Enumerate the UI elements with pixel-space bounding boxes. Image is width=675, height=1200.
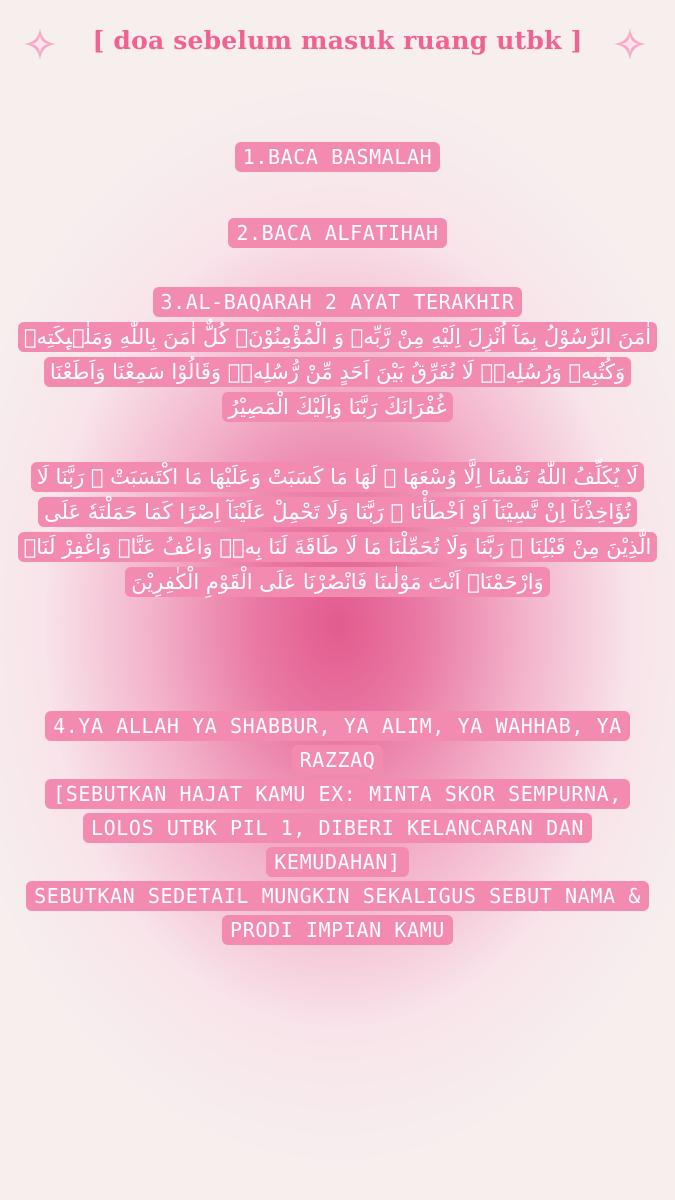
step-2-alfatihah: 2.BACA ALFATIHAH	[228, 218, 446, 248]
ayah-285-text: اٰمَنَ الرَّسُوْلُ بِمَآ اُنْزِلَ اِلَيْهِ مِنْ رَّبِّهٖ وَ الْمُؤْمِنُوْنَۗ كُلٌّ اٰمَنَ بِاللّٰهِ وَمَلٰۤىِٕكَتِهٖ وَكُتُبِهٖ وَرُسُلِهٖۗ لَا نُفَرِّقُ بَيْنَ اَحَدٍ مِّنْ رُّسُلِهٖۗ وَقَالُوْا سَمِعْنَا وَاَطَعْنَا غُفْرَانَكَ رَبَّنَا وَاِلَيْكَ الْمَصِيْرُ	[18, 322, 657, 422]
hajat-instruction: [SEBUTKAN HAJAT KAMU EX: MINTA SKOR SEMPURNA, LOLOS UTBK PIL 1, DIBERI KELANCARAN DAN KEMUDAHAN]	[45, 779, 630, 877]
step-4-block	[20, 709, 655, 947]
step-1-block	[20, 142, 655, 172]
detail-instruction: SEBUTKAN SEDETAIL MUNGKIN SEKALIGUS SEBUT NAMA & PRODI IMPIAN KAMU	[26, 881, 649, 945]
ayah-286-block	[16, 460, 659, 600]
step-2-block	[20, 218, 655, 248]
page-title: [ doa sebelum masuk ruang utbk ]	[92, 26, 583, 55]
step-4-doa: 4.YA ALLAH YA SHABBUR, YA ALIM, YA WAHHAB, YA RAZZAQ	[45, 711, 630, 775]
ayah-286-text: لَا يُكَلِّفُ اللّٰهُ نَفْسًا اِلَّا وُسْعَهَا ۗ لَهَا مَا كَسَبَتْ وَعَلَيْهَا مَا اكْتَسَبَتْ ۗ رَبَّنَا لَا تُؤَاخِذْنَآ اِنْ نَّسِيْنَآ اَوْ اَخْطَأْنَا ۚ رَبَّنَا وَلَا تَحْمِلْ عَلَيْنَآ اِصْرًا كَمَا حَمَلْتَهٗ عَلَى الَّذِيْنَ مِنْ قَبْلِنَا ۚ رَبَّنَا وَلَا تُحَمِّلْنَا مَا لَا طَاقَةَ لَنَا بِهٖۚ وَاعْفُ عَنَّاۗ وَاغْفِرْ لَنَاۗ وَارْحَمْنَاۗ اَنْتَ مَوْلٰىنَا فَانْصُرْنَا عَلَى الْقَوْمِ الْكٰفِرِيْنَ	[18, 462, 658, 597]
sparkle-star-icon-right	[612, 26, 648, 62]
step-1-basmalah: 1.BACA BASMALAH	[235, 142, 441, 172]
ayah-285-block	[16, 320, 659, 425]
step-3-block	[20, 287, 655, 317]
step-3-albaqarah-heading: 3.AL-BAQARAH 2 AYAT TERAKHIR	[153, 287, 523, 317]
